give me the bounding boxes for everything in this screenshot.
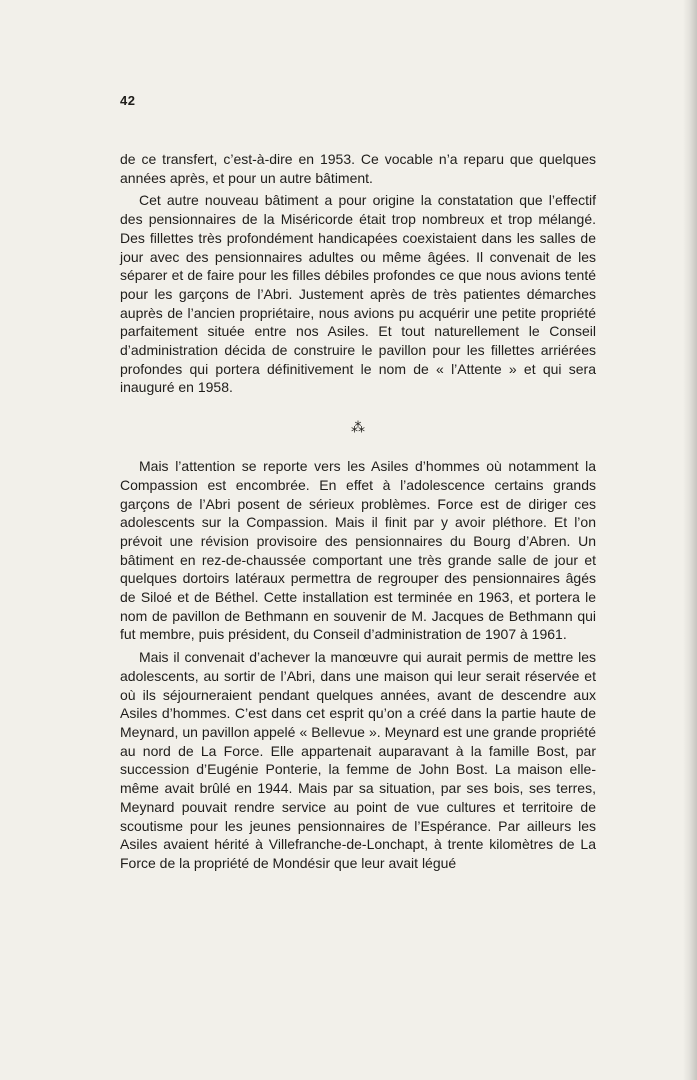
paragraph-3: Mais l’attention se reporte vers les Asiles d’hommes où notamment la Compassion est encombrée. En effet à l’adolescence certains grands garçons de l’Abri posent de sérieux problèmes. Force est de diriger ces adolescents sur la Compassion. Mais il finit par y avoir pléthore. Et l’on prévoit une révision provisoire des pensionnaires du Bourg d’Abren. Un bâtiment en rez-de-chaussée comportant une très grande salle de jour et quelques dortoirs latéraux permettra de regrouper des pensionnaires âgés de Siloé et de Béthel. Cette installation est terminée en 1963, et portera le nom de pavillon de Bethmann en souvenir de M. Jacques de Bethmann qui fut membre, puis président, du Conseil d’administration de 1907 à 1961. [120, 458, 596, 643]
body-text [120, 150, 596, 873]
paragraph-2: Cet autre nouveau bâtiment a pour origine la constatation que l’effectif des pensionnaires de la Miséricorde était trop nombreux et trop mélangé. Des fillettes très profondément handicapées coexistaient dans les salles de jour avec des pensionnaires adultes ou même âgées. Il convenait de les séparer et de faire pour les filles débiles profondes ce que nous avions tenté pour les garçons de l’Abri. Justement après de très patientes démarches auprès de l’ancien propriétaire, nous avions pu acquérir une petite propriété parfaitement située entre nos Asiles. Et tout naturellement le Conseil d’administration décida de construire le pavillon pour les fillettes arriérées profondes qui portera définitivement le nom de « l’Attente » et qui sera inauguré en 1958. [120, 192, 596, 396]
page-edge-shadow [683, 0, 697, 1080]
paragraph-1: de ce transfert, c’est-à-dire en 1953. Ce vocable n’a reparu que quelques années après, et pour un autre bâtiment. [120, 151, 596, 186]
asterism-glyph: ⁂ [351, 419, 365, 436]
section-separator [120, 397, 596, 457]
page-number: 42 [120, 93, 136, 108]
paragraph-4: Mais il convenait d’achever la manœuvre qui aurait permis de mettre les adolescents, au sortir de l’Abri, dans une maison qui leur serait réservée et où ils séjourneraient pendant quelques années, avant de descendre aux Asiles d’hommes. C’est dans cet esprit qu’on a créé dans la partie haute de Meynard, un pavillon appelé « Bellevue ». Meynard est une grande propriété au nord de La Force. Elle appartenait auparavant à la famille Bost, par succession d’Eugénie Ponterie, la femme de John Bost. La maison elle-même avait brûlé en 1944. Mais par sa situation, par ses bois, ses terres, Meynard pouvait rendre service au point de vue cultures et territoire de scoutisme pour les jeunes pensionnaires de l’Espérance. Par ailleurs les Asiles avaient hérité à Villefranche-de-Lonchapt, à trente kilomètres de La Force de la propriété de Mondésir que leur avait légué [120, 649, 596, 871]
